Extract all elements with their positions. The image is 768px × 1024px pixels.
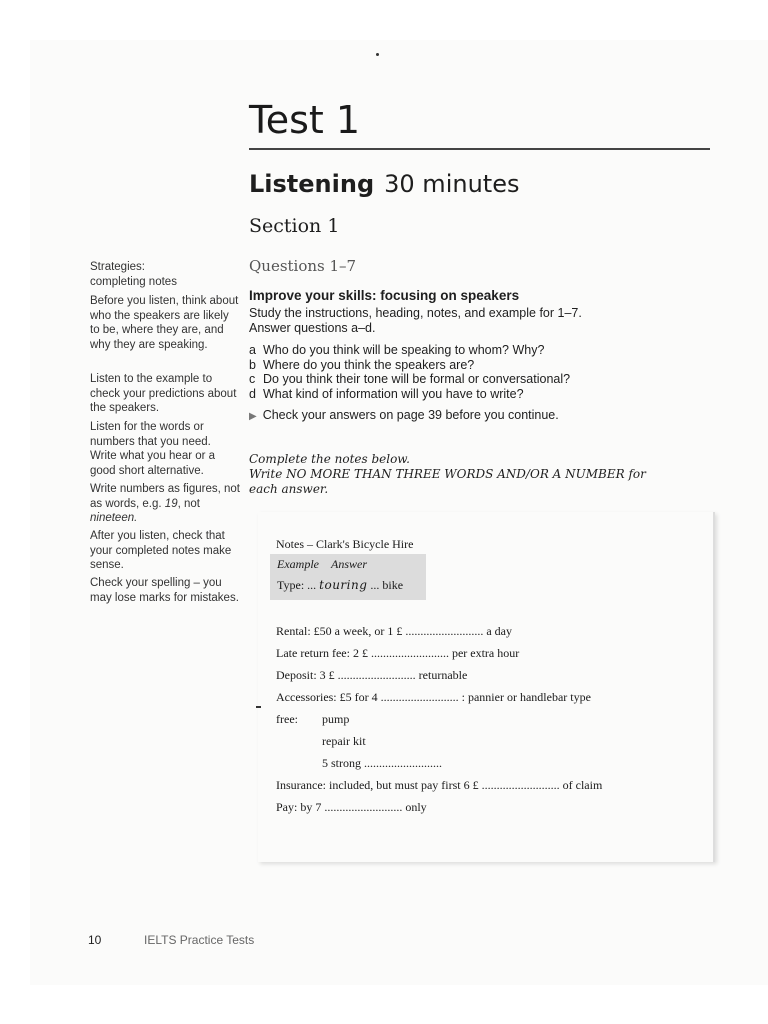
- question-list: [249, 343, 570, 401]
- check-answers-note: [249, 408, 559, 422]
- skills-heading: Improve your skills: focusing on speakers: [249, 288, 520, 303]
- list-item: [249, 387, 570, 402]
- book-title: IELTS Practice Tests: [144, 933, 255, 947]
- task-line: Write NO MORE THAN THREE WORDS AND/OR A NUMBER for: [249, 467, 646, 481]
- note-label: free:: [276, 712, 298, 726]
- listening-label: Listening: [249, 170, 375, 198]
- type-label: Type:: [277, 578, 305, 592]
- note-label: Insurance:: [276, 778, 326, 792]
- note-text: £50 a week, or 1 £ .......................... a day: [313, 624, 512, 638]
- strategy-tip: [90, 482, 240, 526]
- not-word: , not: [177, 497, 200, 510]
- note-text: by 7 .......................... only: [300, 800, 427, 814]
- question-text: What kind of information will you have to write?: [263, 386, 524, 401]
- note-text: 2 £ .......................... per extra hour: [352, 646, 520, 660]
- margin-mark: [256, 706, 261, 708]
- note-row: [276, 800, 427, 815]
- question-text: Where do you think the speakers are?: [263, 357, 475, 372]
- note-label: Deposit:: [276, 668, 317, 682]
- page-title: Test 1: [249, 98, 361, 142]
- question-letter: b: [249, 357, 256, 372]
- sidebar-heading: [90, 260, 240, 289]
- page-number: 10: [88, 933, 102, 947]
- list-item: [249, 358, 570, 373]
- notes-title: Notes – Clark's Bicycle Hire: [276, 537, 414, 551]
- note-label: Pay:: [276, 800, 298, 814]
- question-letter: d: [249, 386, 256, 401]
- answer-label: Answer: [331, 557, 367, 571]
- question-text: Who do you think will be speaking to whom? Why?: [263, 343, 545, 357]
- note-text: £5 for 4 .......................... : pannier or handlebar type: [339, 690, 591, 704]
- strategy-tip: Check your spelling – you may lose marks for mistakes.: [90, 577, 239, 604]
- type-suffix: ... bike: [370, 578, 404, 592]
- note-label: Late return fee:: [276, 646, 350, 660]
- note-text: pump: [322, 712, 350, 726]
- listening-duration: 30 minutes: [384, 170, 520, 198]
- strategy-tip-text: Write numbers as figures, not as words, e.g.: [90, 483, 240, 510]
- note-row: [276, 668, 467, 683]
- questions-heading: Questions 1–7: [249, 257, 357, 275]
- strategy-tip: Listen to the example to check your predictions about the speakers.: [90, 373, 237, 415]
- type-dots: ...: [307, 578, 317, 592]
- word-example: nineteen.: [90, 512, 138, 525]
- strategy-tip: Before you listen, think about who the speakers are likely to be, where they are, and why they are speaking.: [90, 295, 239, 351]
- list-item: [249, 343, 570, 358]
- instructions-line: Study the instructions, heading, notes, and example for 1–7.: [249, 306, 582, 320]
- play-arrow-icon: ▶: [249, 411, 257, 422]
- strategy-tip: After you listen, check that your completed notes make sense.: [90, 530, 232, 572]
- task-line: Complete the notes below.: [249, 452, 410, 466]
- note-row: [276, 778, 602, 793]
- note-text: 5 strong ..........................: [322, 756, 442, 770]
- task-instructions: [249, 452, 669, 497]
- note-row: [276, 624, 512, 639]
- note-text: included, but must pay first 6 £ .......................... of claim: [328, 778, 603, 792]
- sidebar-heading-line2: completing notes: [90, 275, 177, 288]
- strategy-tip: Listen for the words or numbers that you need. Write what you hear or a good short alternative.: [90, 421, 216, 477]
- speck-mark: [376, 53, 379, 56]
- question-letter: a: [249, 343, 256, 357]
- note-label: Rental:: [276, 624, 311, 638]
- question-text: Do you think their tone will be formal or conversational?: [263, 372, 571, 387]
- instructions-line: Answer questions a–d.: [249, 321, 376, 335]
- note-label: Accessories:: [276, 690, 337, 704]
- list-item: [249, 372, 570, 387]
- title-divider: [249, 148, 710, 150]
- question-letter: c: [249, 372, 256, 387]
- section-heading: Section 1: [249, 215, 340, 237]
- figure-example: 19: [164, 497, 178, 510]
- sidebar-heading-line1: Strategies:: [90, 261, 145, 273]
- task-line: each answer.: [249, 482, 329, 496]
- note-text: 3 £ .......................... returnable: [319, 668, 468, 682]
- listening-heading: [249, 170, 519, 198]
- note-row: [276, 690, 591, 705]
- example-answer: touring: [319, 578, 368, 592]
- example-label: Example: [277, 557, 319, 571]
- check-answers-text: Check your answers on page 39 before you continue.: [262, 408, 559, 422]
- skills-instructions: [249, 306, 582, 336]
- note-row: [276, 646, 519, 661]
- note-text: repair kit: [322, 734, 366, 748]
- example-type-line: [277, 578, 403, 593]
